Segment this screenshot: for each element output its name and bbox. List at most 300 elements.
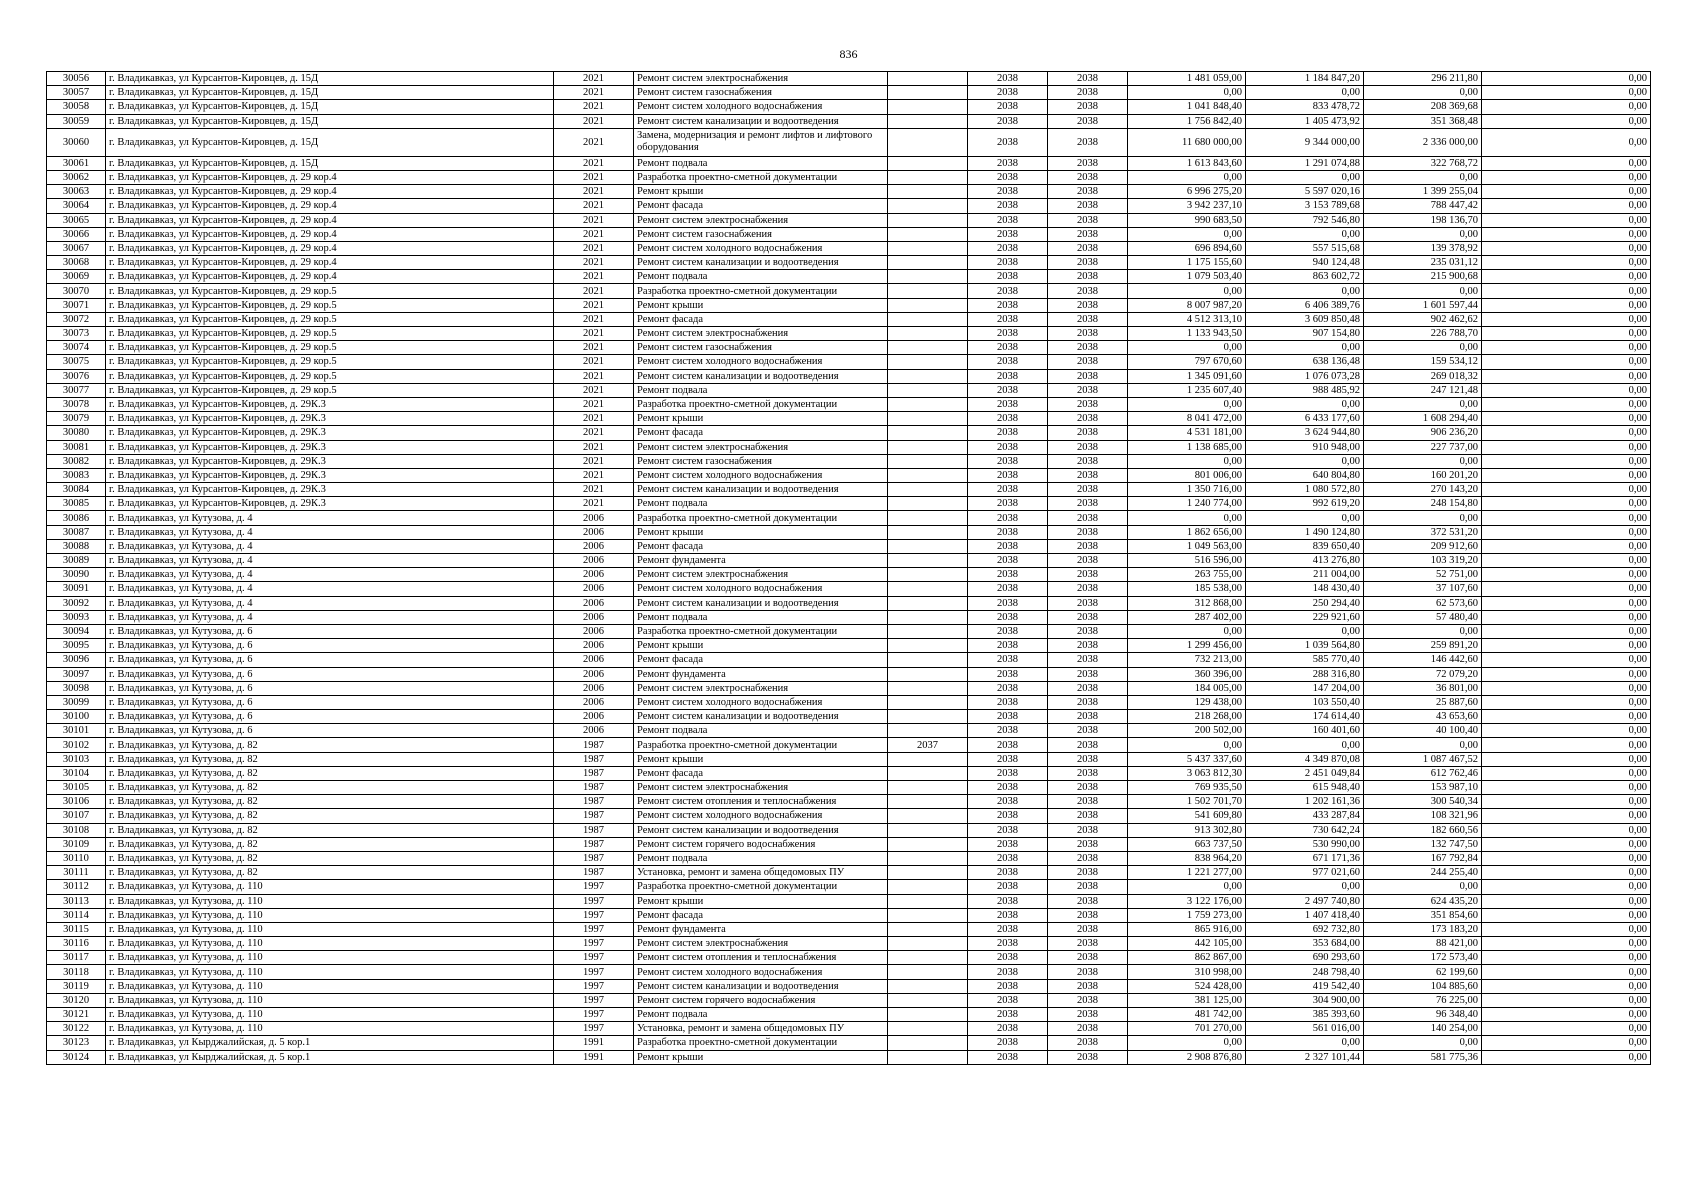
cell-address: г. Владикавказ, ул Кутузова, д. 110 — [106, 1008, 554, 1022]
cell-end-year: 2038 — [1048, 1008, 1128, 1022]
cell-build-year: 2006 — [554, 596, 634, 610]
cell-build-year: 2006 — [554, 724, 634, 738]
cell-plan-year — [888, 568, 968, 582]
table-row — [47, 213, 1651, 227]
cell-other-amount: 0,00 — [1482, 284, 1651, 298]
cell-work-type: Ремонт подвала — [634, 851, 888, 865]
cell-end-year: 2038 — [1048, 199, 1128, 213]
cell-end-year: 2038 — [1048, 397, 1128, 411]
cell-end-year: 2038 — [1048, 483, 1128, 497]
cell-row-number: 30086 — [47, 511, 106, 525]
cell-other-amount: 0,00 — [1482, 937, 1651, 951]
cell-address: г. Владикавказ, ул Кутузова, д. 82 — [106, 866, 554, 880]
cell-owner-amount: 108 321,96 — [1364, 809, 1482, 823]
cell-fund-amount: 0,00 — [1246, 170, 1364, 184]
cell-work-type: Ремонт систем горячего водоснабжения — [634, 993, 888, 1007]
cell-fund-amount: 992 619,20 — [1246, 497, 1364, 511]
cell-row-number: 30092 — [47, 596, 106, 610]
cell-other-amount: 0,00 — [1482, 156, 1651, 170]
cell-plan-year — [888, 412, 968, 426]
cell-total-cost: 0,00 — [1128, 624, 1246, 638]
cell-owner-amount: 1 601 597,44 — [1364, 298, 1482, 312]
cell-start-year: 2038 — [968, 1022, 1048, 1036]
cell-work-type: Ремонт систем канализации и водоотведения — [634, 823, 888, 837]
cell-owner-amount: 146 442,60 — [1364, 653, 1482, 667]
cell-end-year: 2038 — [1048, 823, 1128, 837]
table-row — [47, 341, 1651, 355]
table-row — [47, 539, 1651, 553]
cell-start-year: 2038 — [968, 412, 1048, 426]
cell-start-year: 2038 — [968, 241, 1048, 255]
cell-total-cost: 663 737,50 — [1128, 837, 1246, 851]
table-row — [47, 199, 1651, 213]
cell-end-year: 2038 — [1048, 781, 1128, 795]
cell-owner-amount: 0,00 — [1364, 880, 1482, 894]
cell-end-year: 2038 — [1048, 497, 1128, 511]
cell-build-year: 1997 — [554, 937, 634, 951]
cell-total-cost: 516 596,00 — [1128, 554, 1246, 568]
cell-fund-amount: 4 349 870,08 — [1246, 752, 1364, 766]
cell-address: г. Владикавказ, ул Курсантов-Кировцев, д. 29 кор.5 — [106, 298, 554, 312]
cell-start-year: 2038 — [968, 426, 1048, 440]
cell-address: г. Владикавказ, ул Курсантов-Кировцев, д. 29 кор.4 — [106, 241, 554, 255]
cell-plan-year — [888, 383, 968, 397]
cell-total-cost: 1 756 842,40 — [1128, 114, 1246, 128]
cell-start-year: 2038 — [968, 738, 1048, 752]
cell-total-cost: 862 867,00 — [1128, 951, 1246, 965]
cell-owner-amount: 0,00 — [1364, 624, 1482, 638]
cell-start-year: 2038 — [968, 1008, 1048, 1022]
cell-plan-year — [888, 497, 968, 511]
cell-other-amount: 0,00 — [1482, 922, 1651, 936]
cell-build-year: 2021 — [554, 341, 634, 355]
cell-fund-amount: 1 291 074,88 — [1246, 156, 1364, 170]
cell-start-year: 2038 — [968, 554, 1048, 568]
cell-fund-amount: 1 184 847,20 — [1246, 72, 1364, 86]
table-row — [47, 497, 1651, 511]
cell-owner-amount: 62 573,60 — [1364, 596, 1482, 610]
cell-plan-year — [888, 1022, 968, 1036]
cell-owner-amount: 902 462,62 — [1364, 312, 1482, 326]
cell-build-year: 1987 — [554, 823, 634, 837]
cell-build-year: 1997 — [554, 951, 634, 965]
cell-plan-year — [888, 298, 968, 312]
cell-address: г. Владикавказ, ул Кутузова, д. 110 — [106, 937, 554, 951]
cell-row-number: 30073 — [47, 327, 106, 341]
cell-address: г. Владикавказ, ул Кутузова, д. 4 — [106, 610, 554, 624]
cell-end-year: 2038 — [1048, 710, 1128, 724]
table-row — [47, 185, 1651, 199]
cell-owner-amount: 72 079,20 — [1364, 667, 1482, 681]
table-row — [47, 710, 1651, 724]
cell-fund-amount: 6 433 177,60 — [1246, 412, 1364, 426]
cell-address: г. Владикавказ, ул Кутузова, д. 4 — [106, 568, 554, 582]
cell-owner-amount: 172 573,40 — [1364, 951, 1482, 965]
cell-address: г. Владикавказ, ул Кутузова, д. 4 — [106, 539, 554, 553]
cell-row-number: 30124 — [47, 1050, 106, 1064]
table-row — [47, 596, 1651, 610]
cell-plan-year — [888, 837, 968, 851]
cell-other-amount: 0,00 — [1482, 1008, 1651, 1022]
cell-total-cost: 801 006,00 — [1128, 468, 1246, 482]
table-row — [47, 483, 1651, 497]
cell-start-year: 2038 — [968, 752, 1048, 766]
cell-address: г. Владикавказ, ул Кутузова, д. 82 — [106, 851, 554, 865]
cell-end-year: 2038 — [1048, 1036, 1128, 1050]
cell-work-type: Ремонт систем канализации и водоотведения — [634, 979, 888, 993]
cell-owner-amount: 244 255,40 — [1364, 866, 1482, 880]
cell-total-cost: 696 894,60 — [1128, 241, 1246, 255]
cell-total-cost: 3 122 176,00 — [1128, 894, 1246, 908]
cell-plan-year — [888, 454, 968, 468]
cell-start-year: 2038 — [968, 86, 1048, 100]
cell-row-number: 30097 — [47, 667, 106, 681]
cell-row-number: 30080 — [47, 426, 106, 440]
cell-end-year: 2038 — [1048, 993, 1128, 1007]
table-row — [47, 837, 1651, 851]
cell-fund-amount: 0,00 — [1246, 738, 1364, 752]
cell-owner-amount: 0,00 — [1364, 397, 1482, 411]
cell-row-number: 30117 — [47, 951, 106, 965]
cell-end-year: 2038 — [1048, 738, 1128, 752]
cell-other-amount: 0,00 — [1482, 468, 1651, 482]
cell-end-year: 2038 — [1048, 951, 1128, 965]
cell-plan-year — [888, 951, 968, 965]
cell-fund-amount: 229 921,60 — [1246, 610, 1364, 624]
cell-end-year: 2038 — [1048, 922, 1128, 936]
cell-work-type: Ремонт систем канализации и водоотведения — [634, 114, 888, 128]
cell-build-year: 2006 — [554, 667, 634, 681]
cell-total-cost: 184 005,00 — [1128, 681, 1246, 695]
cell-work-type: Ремонт систем канализации и водоотведения — [634, 483, 888, 497]
cell-fund-amount: 148 430,40 — [1246, 582, 1364, 596]
cell-other-amount: 0,00 — [1482, 681, 1651, 695]
cell-owner-amount: 1 608 294,40 — [1364, 412, 1482, 426]
cell-start-year: 2038 — [968, 539, 1048, 553]
cell-fund-amount: 0,00 — [1246, 284, 1364, 298]
cell-work-type: Разработка проектно-сметной документации — [634, 1036, 888, 1050]
cell-total-cost: 481 742,00 — [1128, 1008, 1246, 1022]
cell-build-year: 2021 — [554, 185, 634, 199]
cell-start-year: 2038 — [968, 766, 1048, 780]
cell-owner-amount: 351 854,60 — [1364, 908, 1482, 922]
cell-work-type: Ремонт систем канализации и водоотведения — [634, 596, 888, 610]
cell-plan-year — [888, 327, 968, 341]
cell-total-cost: 0,00 — [1128, 86, 1246, 100]
cell-work-type: Ремонт систем канализации и водоотведения — [634, 710, 888, 724]
table-row — [47, 866, 1651, 880]
cell-other-amount: 0,00 — [1482, 639, 1651, 653]
cell-address: г. Владикавказ, ул Кутузова, д. 82 — [106, 809, 554, 823]
cell-start-year: 2038 — [968, 128, 1048, 156]
cell-other-amount: 0,00 — [1482, 809, 1651, 823]
cell-total-cost: 381 125,00 — [1128, 993, 1246, 1007]
cell-work-type: Ремонт подвала — [634, 1008, 888, 1022]
cell-other-amount: 0,00 — [1482, 369, 1651, 383]
cell-end-year: 2038 — [1048, 86, 1128, 100]
cell-plan-year — [888, 866, 968, 880]
cell-row-number: 30103 — [47, 752, 106, 766]
cell-total-cost: 1 481 059,00 — [1128, 72, 1246, 86]
cell-build-year: 2006 — [554, 511, 634, 525]
cell-other-amount: 0,00 — [1482, 199, 1651, 213]
cell-address: г. Владикавказ, ул Кутузова, д. 6 — [106, 667, 554, 681]
cell-build-year: 1987 — [554, 752, 634, 766]
cell-plan-year — [888, 851, 968, 865]
cell-total-cost: 732 213,00 — [1128, 653, 1246, 667]
cell-start-year: 2038 — [968, 1050, 1048, 1064]
cell-other-amount: 0,00 — [1482, 100, 1651, 114]
table-row — [47, 724, 1651, 738]
cell-start-year: 2038 — [968, 795, 1048, 809]
cell-owner-amount: 0,00 — [1364, 227, 1482, 241]
cell-fund-amount: 0,00 — [1246, 624, 1364, 638]
cell-owner-amount: 160 201,20 — [1364, 468, 1482, 482]
cell-build-year: 1987 — [554, 781, 634, 795]
cell-total-cost: 218 268,00 — [1128, 710, 1246, 724]
cell-plan-year — [888, 922, 968, 936]
cell-owner-amount: 173 183,20 — [1364, 922, 1482, 936]
cell-start-year: 2038 — [968, 681, 1048, 695]
cell-row-number: 30062 — [47, 170, 106, 184]
cell-work-type: Ремонт систем электроснабжения — [634, 681, 888, 695]
cell-plan-year — [888, 341, 968, 355]
cell-plan-year — [888, 397, 968, 411]
cell-row-number: 30082 — [47, 454, 106, 468]
cell-row-number: 30083 — [47, 468, 106, 482]
cell-row-number: 30090 — [47, 568, 106, 582]
cell-fund-amount: 0,00 — [1246, 227, 1364, 241]
cell-build-year: 1997 — [554, 894, 634, 908]
cell-other-amount: 0,00 — [1482, 525, 1651, 539]
cell-owner-amount: 612 762,46 — [1364, 766, 1482, 780]
cell-work-type: Разработка проектно-сметной документации — [634, 738, 888, 752]
cell-build-year: 1987 — [554, 851, 634, 865]
cell-row-number: 30072 — [47, 312, 106, 326]
cell-build-year: 2021 — [554, 468, 634, 482]
cell-work-type: Ремонт систем канализации и водоотведения — [634, 256, 888, 270]
table-row — [47, 908, 1651, 922]
table-row — [47, 880, 1651, 894]
cell-end-year: 2038 — [1048, 894, 1128, 908]
cell-address: г. Владикавказ, ул Курсантов-Кировцев, д. 29К.3 — [106, 497, 554, 511]
cell-start-year: 2038 — [968, 114, 1048, 128]
cell-owner-amount: 372 531,20 — [1364, 525, 1482, 539]
cell-owner-amount: 139 378,92 — [1364, 241, 1482, 255]
cell-end-year: 2038 — [1048, 937, 1128, 951]
cell-address: г. Владикавказ, ул Курсантов-Кировцев, д. 29К.3 — [106, 454, 554, 468]
cell-plan-year — [888, 241, 968, 255]
cell-end-year: 2038 — [1048, 525, 1128, 539]
cell-end-year: 2038 — [1048, 554, 1128, 568]
cell-row-number: 30067 — [47, 241, 106, 255]
table-row — [47, 312, 1651, 326]
cell-row-number: 30095 — [47, 639, 106, 653]
cell-address: г. Владикавказ, ул Кутузова, д. 82 — [106, 766, 554, 780]
cell-address: г. Владикавказ, ул Кутузова, д. 6 — [106, 710, 554, 724]
cell-row-number: 30116 — [47, 937, 106, 951]
cell-build-year: 1991 — [554, 1050, 634, 1064]
cell-total-cost: 701 270,00 — [1128, 1022, 1246, 1036]
cell-plan-year — [888, 582, 968, 596]
cell-end-year: 2038 — [1048, 610, 1128, 624]
cell-other-amount: 0,00 — [1482, 866, 1651, 880]
cell-plan-year — [888, 823, 968, 837]
cell-fund-amount: 0,00 — [1246, 454, 1364, 468]
cell-work-type: Ремонт систем газоснабжения — [634, 341, 888, 355]
cell-end-year: 2038 — [1048, 227, 1128, 241]
cell-plan-year — [888, 681, 968, 695]
cell-work-type: Ремонт систем отопления и теплоснабжения — [634, 795, 888, 809]
cell-build-year: 2021 — [554, 199, 634, 213]
cell-end-year: 2038 — [1048, 653, 1128, 667]
cell-owner-amount: 52 751,00 — [1364, 568, 1482, 582]
cell-fund-amount: 0,00 — [1246, 880, 1364, 894]
cell-address: г. Владикавказ, ул Кутузова, д. 110 — [106, 908, 554, 922]
cell-start-year: 2038 — [968, 624, 1048, 638]
table-row — [47, 851, 1651, 865]
cell-plan-year: 2037 — [888, 738, 968, 752]
cell-other-amount: 0,00 — [1482, 241, 1651, 255]
cell-total-cost: 287 402,00 — [1128, 610, 1246, 624]
table-row — [47, 1022, 1651, 1036]
cell-build-year: 2021 — [554, 256, 634, 270]
cell-start-year: 2038 — [968, 369, 1048, 383]
cell-end-year: 2038 — [1048, 582, 1128, 596]
cell-other-amount: 0,00 — [1482, 823, 1651, 837]
table-row — [47, 241, 1651, 255]
cell-end-year: 2038 — [1048, 327, 1128, 341]
cell-build-year: 1997 — [554, 1022, 634, 1036]
cell-row-number: 30121 — [47, 1008, 106, 1022]
cell-start-year: 2038 — [968, 468, 1048, 482]
table-row — [47, 270, 1651, 284]
cell-work-type: Ремонт крыши — [634, 639, 888, 653]
table-row — [47, 256, 1651, 270]
cell-owner-amount: 88 421,00 — [1364, 937, 1482, 951]
cell-end-year: 2038 — [1048, 866, 1128, 880]
cell-start-year: 2038 — [968, 653, 1048, 667]
cell-other-amount: 0,00 — [1482, 908, 1651, 922]
cell-address: г. Владикавказ, ул Кутузова, д. 110 — [106, 979, 554, 993]
cell-address: г. Владикавказ, ул Курсантов-Кировцев, д. 29 кор.4 — [106, 256, 554, 270]
cell-other-amount: 0,00 — [1482, 497, 1651, 511]
table-row — [47, 568, 1651, 582]
cell-plan-year — [888, 227, 968, 241]
cell-build-year: 2021 — [554, 284, 634, 298]
cell-end-year: 2038 — [1048, 695, 1128, 709]
cell-other-amount: 0,00 — [1482, 327, 1651, 341]
cell-total-cost: 0,00 — [1128, 227, 1246, 241]
cell-start-year: 2038 — [968, 894, 1048, 908]
cell-owner-amount: 209 912,60 — [1364, 539, 1482, 553]
cell-owner-amount: 0,00 — [1364, 86, 1482, 100]
cell-end-year: 2038 — [1048, 851, 1128, 865]
cell-fund-amount: 3 609 850,48 — [1246, 312, 1364, 326]
cell-plan-year — [888, 440, 968, 454]
cell-plan-year — [888, 809, 968, 823]
table-row — [47, 454, 1651, 468]
cell-address: г. Владикавказ, ул Курсантов-Кировцев, д. 29К.3 — [106, 412, 554, 426]
cell-fund-amount: 557 515,68 — [1246, 241, 1364, 255]
cell-end-year: 2038 — [1048, 270, 1128, 284]
cell-plan-year — [888, 100, 968, 114]
cell-fund-amount: 792 546,80 — [1246, 213, 1364, 227]
cell-other-amount: 0,00 — [1482, 511, 1651, 525]
cell-owner-amount: 226 788,70 — [1364, 327, 1482, 341]
cell-start-year: 2038 — [968, 185, 1048, 199]
cell-owner-amount: 104 885,60 — [1364, 979, 1482, 993]
cell-row-number: 30114 — [47, 908, 106, 922]
cell-start-year: 2038 — [968, 937, 1048, 951]
cell-owner-amount: 227 737,00 — [1364, 440, 1482, 454]
cell-total-cost: 524 428,00 — [1128, 979, 1246, 993]
cell-total-cost: 263 755,00 — [1128, 568, 1246, 582]
cell-build-year: 2021 — [554, 270, 634, 284]
cell-other-amount: 0,00 — [1482, 128, 1651, 156]
cell-build-year: 1997 — [554, 880, 634, 894]
cell-fund-amount: 638 136,48 — [1246, 355, 1364, 369]
cell-plan-year — [888, 170, 968, 184]
cell-start-year: 2038 — [968, 695, 1048, 709]
cell-plan-year — [888, 1036, 968, 1050]
table-row — [47, 965, 1651, 979]
cell-build-year: 2021 — [554, 426, 634, 440]
cell-total-cost: 990 683,50 — [1128, 213, 1246, 227]
cell-total-cost: 0,00 — [1128, 511, 1246, 525]
cell-other-amount: 0,00 — [1482, 539, 1651, 553]
cell-other-amount: 0,00 — [1482, 894, 1651, 908]
cell-work-type: Ремонт систем холодного водоснабжения — [634, 809, 888, 823]
cell-fund-amount: 1 076 073,28 — [1246, 369, 1364, 383]
cell-start-year: 2038 — [968, 100, 1048, 114]
cell-work-type: Ремонт подвала — [634, 724, 888, 738]
table-row — [47, 752, 1651, 766]
cell-total-cost: 1 175 155,60 — [1128, 256, 1246, 270]
cell-fund-amount: 0,00 — [1246, 341, 1364, 355]
cell-owner-amount: 269 018,32 — [1364, 369, 1482, 383]
cell-fund-amount: 907 154,80 — [1246, 327, 1364, 341]
cell-build-year: 2006 — [554, 582, 634, 596]
table-row — [47, 894, 1651, 908]
cell-end-year: 2038 — [1048, 256, 1128, 270]
cell-total-cost: 312 868,00 — [1128, 596, 1246, 610]
cell-plan-year — [888, 369, 968, 383]
cell-work-type: Ремонт систем холодного водоснабжения — [634, 355, 888, 369]
cell-plan-year — [888, 724, 968, 738]
cell-row-number: 30091 — [47, 582, 106, 596]
cell-plan-year — [888, 511, 968, 525]
cell-build-year: 2021 — [554, 327, 634, 341]
cell-owner-amount: 351 368,48 — [1364, 114, 1482, 128]
cell-work-type: Ремонт систем холодного водоснабжения — [634, 468, 888, 482]
table-row — [47, 426, 1651, 440]
cell-work-type: Ремонт фундамента — [634, 922, 888, 936]
cell-other-amount: 0,00 — [1482, 554, 1651, 568]
cell-row-number: 30102 — [47, 738, 106, 752]
cell-total-cost: 2 908 876,80 — [1128, 1050, 1246, 1064]
cell-build-year: 2021 — [554, 412, 634, 426]
cell-end-year: 2038 — [1048, 639, 1128, 653]
cell-end-year: 2038 — [1048, 752, 1128, 766]
cell-address: г. Владикавказ, ул Курсантов-Кировцев, д. 29 кор.4 — [106, 270, 554, 284]
cell-owner-amount: 167 792,84 — [1364, 851, 1482, 865]
cell-other-amount: 0,00 — [1482, 851, 1651, 865]
cell-build-year: 2006 — [554, 539, 634, 553]
cell-end-year: 2038 — [1048, 426, 1128, 440]
cell-total-cost: 5 437 337,60 — [1128, 752, 1246, 766]
cell-plan-year — [888, 256, 968, 270]
